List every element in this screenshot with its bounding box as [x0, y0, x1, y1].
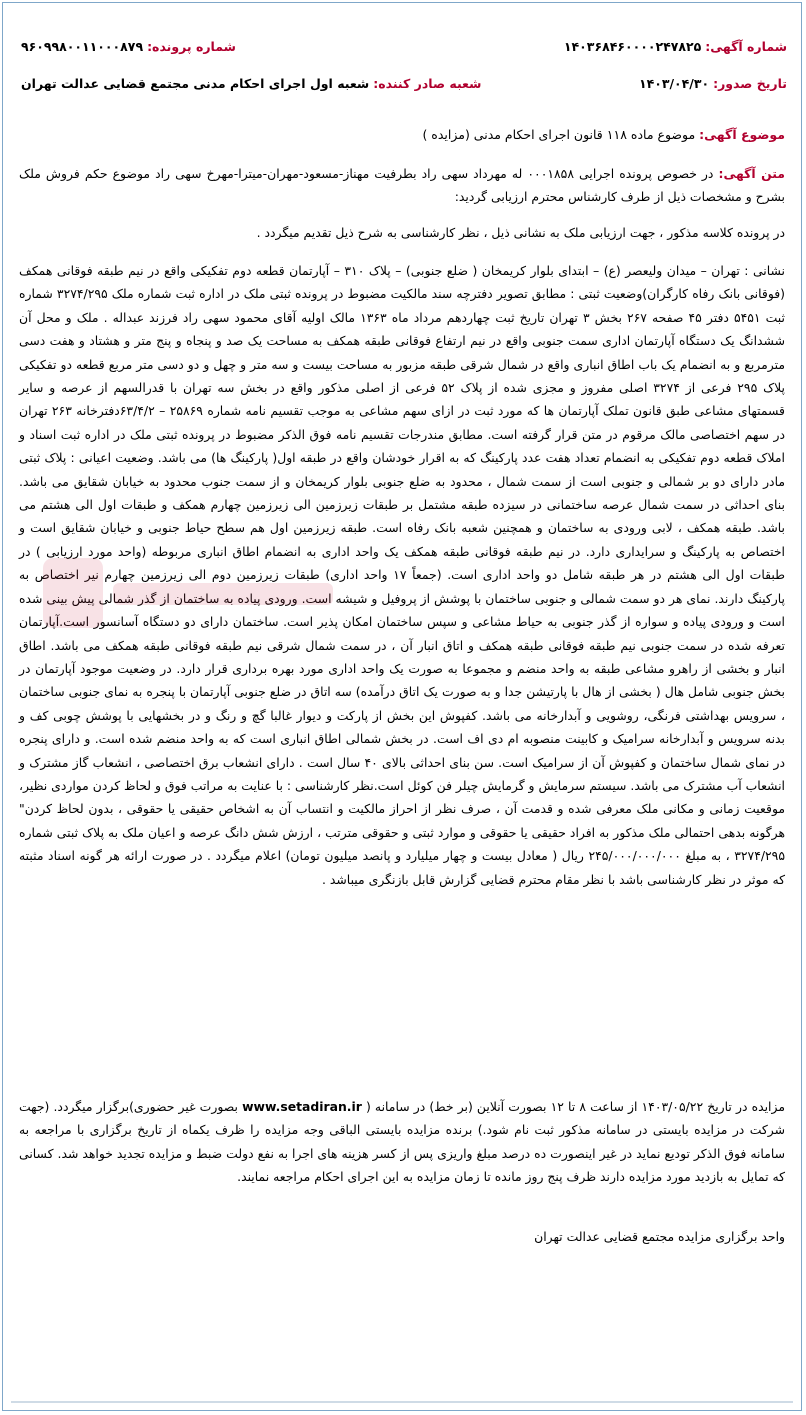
ad-number-value: ۱۴۰۳۶۸۴۶۰۰۰۰۲۴۷۸۲۵	[563, 39, 702, 54]
issuing-branch	[21, 72, 481, 96]
ad-number-label: شماره آگهی:	[705, 39, 787, 54]
body-intro	[19, 162, 785, 209]
document-frame	[2, 2, 802, 1411]
body-intro-text: در خصوص پرونده اجرایی ۰۰۰۱۸۵۸ له مهرداد سهی راد بطرفیت مهناز-مسعود-مهران-میترا-مهرخ سهی راد موضوع حکم فروش ملک بشرح و مشخصات ذیل از طرف کارشناس محترم ارزیابی گردید:	[19, 166, 785, 205]
auction-url[interactable]: www.setadiran.ir	[242, 1099, 362, 1114]
body-label: متن آگهی:	[718, 166, 785, 181]
signature: واحد برگزاری مزایده مجتمع قضایی عدالت تهران	[534, 1229, 785, 1244]
case-number-label: شماره پرونده:	[147, 39, 236, 54]
bottom-divider	[11, 1401, 793, 1403]
header-row-2	[17, 72, 787, 96]
header-row-1	[17, 35, 787, 59]
issuing-branch-label: شعبه صادر کننده:	[373, 76, 482, 91]
case-number-value: ۹۶۰۹۹۸۰۰۱۱۰۰۰۸۷۹	[21, 39, 144, 54]
auction-paragraph	[19, 1095, 785, 1189]
issuing-branch-value: شعبه اول اجرای احکام مدنی مجتمع قضایی عدالت تهران	[21, 76, 370, 91]
subject-text: موضوع ماده ۱۱۸ قانون اجرای احکام مدنی (مزایده )	[422, 127, 696, 142]
auction-text-after-url: بصورت غیر حضوری)برگزار میگردد. (جهت شرکت در مزایده بایستی در سامانه مذکور ثبت نام شود.) برنده مزایده بایستی الباقی وجه مزایده را ظرف یکماه از تاریخ برگزاری با مراجعه به سامانه فوق الذکر تودیع نماید در غیر اینصورت ده درصد مبلغ واریزی پس از کسر هزینه های اجرا به نفع دولت ضبط و مزایده تجدید خواهد شد. کسانی که تمایل به بازدید مورد مزایده دارند ظرف پنج روز مانده تا زمان مزایده به این اجرای احکام مراجعه نمایند.	[19, 1099, 785, 1185]
issue-date	[639, 72, 787, 96]
subject	[19, 123, 785, 147]
auction-text-before-url: مزایده در تاریخ ۱۴۰۳/۰۵/۲۲ از ساعت ۸ تا ۱۲ بصورت آنلاین (بر خط) در سامانه (	[365, 1099, 785, 1114]
body-paragraph-2: نشانی : تهران – میدان ولیعصر (ع) – ابتدای بلوار کریمخان ( ضلع جنوبی) – پلاک ۳۱۰ – آپارتمان قطعه دوم تفکیکی واقع در نیم طبقه فوقانی همکف (فوقانی بانک رفاه کارگران)وضعیت ثبتی : مطابق تصویر دفترچه سند مالکیت مضبوط در پرونده ثبتی ملک در اداره ثبت شماره ملک ۳۲۷۴/۲۹۵ شماره ثبت ۵۴۵۱ دفتر ۴۵ صفحه ۲۶۷ بخش ۳ تهران تاریخ ثبت چهاردهم مرداد ماه ۱۳۶۳ مالک اولیه آقای محمود سهی راد فرزند عبداله . ملک و محل آن ششدانگ یک دستگاه آپارتمان اداری سمت جنوبی واقع در نیم ارتفاع فوقانی طبقه همکف به مساحت یک صد و پنجاه و پنج متر و هشتاد و هفت دسی مترمربع و به انضمام یک باب اطاق انباری واقع در شمال شرقی طبقه مزبور به مساحت بیست و سه متر و چهل و دو دسی متر مربع قطعه دو تفکیکی پلاک ۲۹۵ فرعی از ۳۲۷۴ اصلی مفروز و مجزی شده از پلاک ۵۲ فرعی از اصلی مذکور واقع در بخش سه تهران با قدرالسهم از عرصه و سایر قسمتهای مشاعی طبق قانون تملک آپارتمان ها که مورد ثبت در ازای سهم مشاعی به موجب تقسیم نامه شماره ۲۵۸۶۹ – ۶۳/۴/۲دفترخانه ۲۶۳ تهران در سهم اختصاصی مالک مرقوم در متن قرار گرفته است. مطابق مندرجات تقسیم نامه فوق الذکر مضبوط در پرونده ثبتی ملک در اداره ثبت اسناد و املاک قطعه دوم تفکیکی به انضمام تعداد هفت عدد پارکینگ که به اقرار خودشان واقع در طبقه اول( پارکینگ ها) می باشد. وضعیت اعیانی : پلاک ثبتی مادر دارای دو بر شمالی و جنوبی است از سمت شمال ، محدود به ضلع جنوبی بلوار کریمخان و از سمت جنوب محدود به خیابان شقایق می باشد. بنای احداثی در سمت شمال عرصه ساختمانی در سیزده طبقه مشتمل بر طبقات زیرزمین الی زیرزمین چهارم همکف و طبقات اول الی هشتم می باشد. طبقه همکف ، لابی ورودی به ساختمان و همچنین شعبه بانک رفاه است. طبقه زیرزمین اول هم سطح حیاط جنوبی و خیابان شقایق است و اختصاص به پارکینگ و سرایداری دارد. در نیم طبقه فوقانی طبقه همکف یک واحد اداری به انضمام اطاق انباری مربوطه (واحد مورد ارزیابی ) در طبقات اول الی هشتم در هر طبقه شامل دو واحد اداری است. (جمعاً ۱۷ واحد اداری) طبقات زیرزمین دوم الی زیرزمین چهارم نیر اختصاص به پارکینگ دارند. نمای هر دو سمت شمالی و جنوبی ساختمان با پوشش از پروفیل و شیشه است. ورودی پیاده به ساختمان از گذر شمالی پیش بینی شده است و ورودی پیاده و سواره از گذر جنوبی به حیاط مشاعی و سپس ساختمان امکان پذیر است. ساختمان دارای دو دستگاه آسانسور است.آپارتمان تعرفه شده در سمت جنوبی نیم طبقه فوقانی طبقه همکف و اتاق انبار آن ، در سمت شمال شرقی نیم طبقه فوقانی طبقه همکف می باشد. اطاق انبار و بخشی از راهرو مشاعی طبقه به واحد منضم و مجموعا به صورت یک واحد اداری مورد بهره برداری قرار دارد. در وضعیت موجود آپارتمان در بخش جنوبی شامل هال ( بخشی از هال با پارتیشن جدا و به صورت یک اتاق درآمده) سه اتاق در ضلع جنوبی آپارتمان با پنجره به نمای جنوبی ساختمان ، سرویس بهداشتی فرنگی، روشویی و آبدارخانه می باشد. کفپوش این بخش از پارکت و دیوار غالبا گچ و رنگ و در بخشهایی با پوشش چوبی کف و بدنه سرویس و آبدارخانه سرامیک و کابینت منصوبه ام دی اف است. در بخش شمالی اطاق انباری است که به واحد منضم شده است. و دارای پنجره در نمای شمال ساختمان و کفپوش آن از سرامیک است. سن بنای احداثی بالای ۴۰ سال است . دارای انشعاب برق اختصاصی ، انشعاب گاز مشترک و انشعاب آب مشترک می باشد. سیستم سرمایش و گرمایش چیلر فن کوئل است.نظر کارشناسی : با عنایت به مراتب فوق و لحاظ کردن مواردی نظیر، موقعیت زمانی و مکانی ملک معرفی شده و قدمت آن ، صرف نظر از احراز مالکیت و انتساب آن به اشخاص حقیقی یا حقوقی ، بدون لحاظ کردن" هرگونه بدهی احتمالی ملک مذکور به افراد حقیقی یا حقوقی و موارد ثبتی و حقوقی مترتب ، ارزش شش دانگ عرصه و اعیان ملک به پلاک ثبتی شماره ۳۲۷۴/۲۹۵ ، به مبلغ ۲۴۵/۰۰۰/۰۰۰/۰۰۰ ریال ( معادل بیست و چهار میلیارد و پانصد میلیون تومان) اعلام میگردد . در صورت ارائه هر گونه اسناد مثبته که موثر در نظر کارشناسی باشد با نظر مقام محترم قضایی گزارش قابل بازنگری میباشد .	[19, 263, 786, 887]
ad-number	[564, 35, 787, 59]
issue-date-value: ۱۴۰۳/۰۴/۳۰	[638, 76, 710, 91]
subject-label: موضوع آگهی:	[699, 127, 785, 142]
case-number	[21, 35, 236, 59]
body-paragraph-1: در پرونده کلاسه مذکور ، جهت ارزیابی ملک به نشانی ذیل ، نظر کارشناسی به شرح ذیل تقدیم میگردد .	[256, 225, 785, 240]
issue-date-label: تاریخ صدور:	[713, 76, 787, 91]
